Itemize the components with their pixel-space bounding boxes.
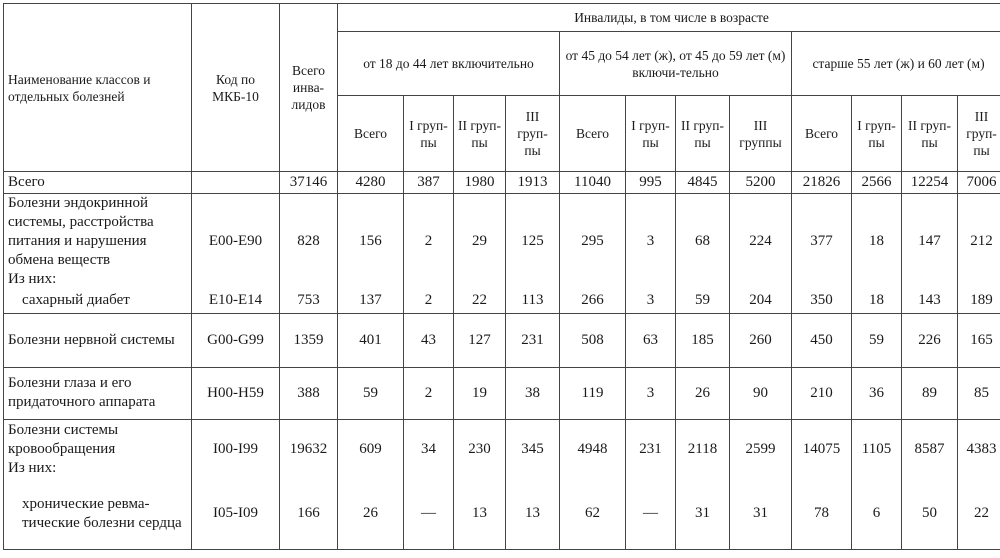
row-name-text: Болезни эндокринной системы, расстройства питания и нарушения обмена веществ bbox=[8, 195, 154, 268]
disability-statistics-table bbox=[3, 3, 1000, 550]
subcol-total: Всего bbox=[338, 96, 404, 172]
row-value: 2 bbox=[404, 194, 454, 290]
row-icd-code: I00-I99 bbox=[192, 419, 280, 479]
row-value: 166 bbox=[280, 479, 338, 549]
row-value: 3 bbox=[626, 367, 676, 419]
age-group-45-59: от 45 до 54 лет (ж), от 45 до 59 лет (м) включи-тельно bbox=[560, 32, 792, 96]
row-value: 609 bbox=[338, 419, 404, 479]
table-row bbox=[4, 313, 1000, 367]
row-value: 34 bbox=[404, 419, 454, 479]
subcol-group1: I груп-пы bbox=[626, 96, 676, 172]
row-icd-code: G00-G99 bbox=[192, 313, 280, 367]
row-value: 89 bbox=[902, 367, 958, 419]
row-value: 26 bbox=[676, 367, 730, 419]
row-value: 3 bbox=[626, 289, 676, 313]
row-value: 6 bbox=[852, 479, 902, 549]
row-value: 31 bbox=[676, 479, 730, 549]
row-name-text: Болезни системы кровообращения bbox=[8, 421, 119, 457]
row-name-text: Болезни нервной системы bbox=[8, 331, 175, 348]
row-value: 68 bbox=[676, 194, 730, 290]
row-value: 18 bbox=[852, 289, 902, 313]
row-value: 7006 bbox=[958, 172, 1000, 194]
row-value: 125 bbox=[506, 194, 560, 290]
row-value: 2566 bbox=[852, 172, 902, 194]
row-value: 230 bbox=[454, 419, 506, 479]
row-value: 345 bbox=[506, 419, 560, 479]
row-value: 19 bbox=[454, 367, 506, 419]
row-value: 8587 bbox=[902, 419, 958, 479]
row-value: 450 bbox=[792, 313, 852, 367]
row-value: 37146 bbox=[280, 172, 338, 194]
row-subheading: Из них: bbox=[8, 271, 57, 287]
age-group-55-60: старше 55 лет (ж) и 60 лет (м) bbox=[792, 32, 1000, 96]
row-value: 50 bbox=[902, 479, 958, 549]
row-name bbox=[4, 172, 192, 194]
subcol-group1: I груп-пы bbox=[852, 96, 902, 172]
row-value: 266 bbox=[560, 289, 626, 313]
row-value: 59 bbox=[338, 367, 404, 419]
row-value: 119 bbox=[560, 367, 626, 419]
row-value: 995 bbox=[626, 172, 676, 194]
row-value: 156 bbox=[338, 194, 404, 290]
row-value: 26 bbox=[338, 479, 404, 549]
row-value: 127 bbox=[454, 313, 506, 367]
row-value: 2 bbox=[404, 367, 454, 419]
row-value: 2 bbox=[404, 289, 454, 313]
row-icd-code: I05-I09 bbox=[192, 479, 280, 549]
row-value: 143 bbox=[902, 289, 958, 313]
row-value: 85 bbox=[958, 367, 1000, 419]
subcol-group1: I груп-пы bbox=[404, 96, 454, 172]
subcol-total: Всего bbox=[792, 96, 852, 172]
row-value: 59 bbox=[852, 313, 902, 367]
row-value: 90 bbox=[730, 367, 792, 419]
row-value: 22 bbox=[454, 289, 506, 313]
row-value: 212 bbox=[958, 194, 1000, 290]
row-subheading: Из них: bbox=[8, 459, 57, 476]
row-value: 18 bbox=[852, 194, 902, 290]
row-icd-code: E00-E90 bbox=[192, 194, 280, 290]
row-value: 19632 bbox=[280, 419, 338, 479]
row-name bbox=[4, 289, 192, 313]
table-row bbox=[4, 172, 1000, 194]
row-value: 753 bbox=[280, 289, 338, 313]
row-value: 350 bbox=[792, 289, 852, 313]
row-value: 828 bbox=[280, 194, 338, 290]
row-name-text: Всего bbox=[8, 174, 45, 190]
row-value: 5200 bbox=[730, 172, 792, 194]
row-icd-code bbox=[192, 172, 280, 194]
table-row bbox=[4, 194, 1000, 290]
row-value: 14075 bbox=[792, 419, 852, 479]
row-value: 78 bbox=[792, 479, 852, 549]
row-value: 4383 bbox=[958, 419, 1000, 479]
age-group-18-44: от 18 до 44 лет включительно bbox=[338, 32, 560, 96]
row-value: 388 bbox=[280, 367, 338, 419]
row-value: 387 bbox=[404, 172, 454, 194]
row-value: — bbox=[626, 479, 676, 549]
row-value: 137 bbox=[338, 289, 404, 313]
row-value: 1105 bbox=[852, 419, 902, 479]
row-value: 226 bbox=[902, 313, 958, 367]
row-value: 22 bbox=[958, 479, 1000, 549]
row-value: 508 bbox=[560, 313, 626, 367]
row-value: 1980 bbox=[454, 172, 506, 194]
subcol-group3: III группы bbox=[730, 96, 792, 172]
row-value: 1359 bbox=[280, 313, 338, 367]
table-row bbox=[4, 289, 1000, 313]
row-value: 62 bbox=[560, 479, 626, 549]
subcol-group3: III груп-пы bbox=[958, 96, 1000, 172]
row-value: 231 bbox=[626, 419, 676, 479]
row-value: 224 bbox=[730, 194, 792, 290]
row-value: 295 bbox=[560, 194, 626, 290]
row-value: 113 bbox=[506, 289, 560, 313]
header-name: Наименование классов и отдельных болезней bbox=[4, 4, 192, 172]
subcol-group3: III груп-пы bbox=[506, 96, 560, 172]
row-value: 63 bbox=[626, 313, 676, 367]
row-value: 31 bbox=[730, 479, 792, 549]
row-name-text: хронические ревма-тические болезни сердца bbox=[22, 495, 182, 531]
row-name bbox=[4, 194, 192, 290]
row-value: 260 bbox=[730, 313, 792, 367]
row-name-text: сахарный диабет bbox=[22, 292, 130, 309]
header-code: Код по МКБ-10 bbox=[192, 4, 280, 172]
row-name bbox=[4, 419, 192, 479]
row-value: 377 bbox=[792, 194, 852, 290]
row-value: 210 bbox=[792, 367, 852, 419]
row-name bbox=[4, 479, 192, 549]
row-value: 4845 bbox=[676, 172, 730, 194]
row-value: — bbox=[404, 479, 454, 549]
row-value: 36 bbox=[852, 367, 902, 419]
row-icd-code: E10-E14 bbox=[192, 289, 280, 313]
row-value: 12254 bbox=[902, 172, 958, 194]
subcol-total: Всего bbox=[560, 96, 626, 172]
row-value: 59 bbox=[676, 289, 730, 313]
subcol-group2: II груп-пы bbox=[902, 96, 958, 172]
row-value: 189 bbox=[958, 289, 1000, 313]
row-value: 4280 bbox=[338, 172, 404, 194]
subcol-group2: II груп-пы bbox=[454, 96, 506, 172]
row-value: 21826 bbox=[792, 172, 852, 194]
row-value: 231 bbox=[506, 313, 560, 367]
row-value: 185 bbox=[676, 313, 730, 367]
row-value: 13 bbox=[506, 479, 560, 549]
row-value: 204 bbox=[730, 289, 792, 313]
row-value: 2599 bbox=[730, 419, 792, 479]
row-value: 4948 bbox=[560, 419, 626, 479]
row-name-text: Болезни глаза и его придаточного аппарата bbox=[8, 375, 156, 410]
row-value: 3 bbox=[626, 194, 676, 290]
row-value: 165 bbox=[958, 313, 1000, 367]
row-value: 147 bbox=[902, 194, 958, 290]
header-age-title: Инвалиды, в том числе в возрасте bbox=[338, 4, 1000, 32]
row-name bbox=[4, 313, 192, 367]
row-value: 1913 bbox=[506, 172, 560, 194]
table-row bbox=[4, 367, 1000, 419]
row-value: 13 bbox=[454, 479, 506, 549]
subcol-group2: II груп-пы bbox=[676, 96, 730, 172]
row-value: 2118 bbox=[676, 419, 730, 479]
row-value: 401 bbox=[338, 313, 404, 367]
row-value: 11040 bbox=[560, 172, 626, 194]
row-name bbox=[4, 367, 192, 419]
row-value: 38 bbox=[506, 367, 560, 419]
row-icd-code: H00-H59 bbox=[192, 367, 280, 419]
row-value: 29 bbox=[454, 194, 506, 290]
row-value: 43 bbox=[404, 313, 454, 367]
header-total: Всего инва-лидов bbox=[280, 4, 338, 172]
table-row bbox=[4, 419, 1000, 479]
table-row bbox=[4, 479, 1000, 549]
